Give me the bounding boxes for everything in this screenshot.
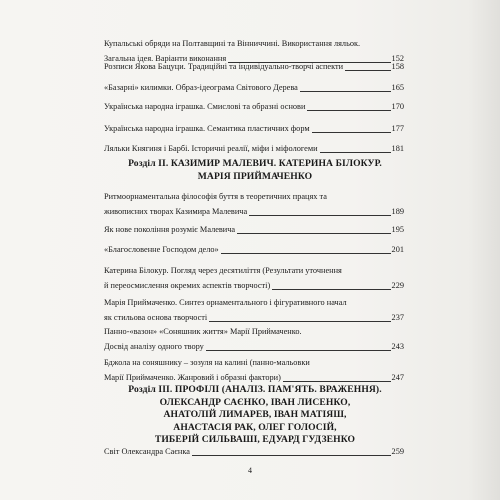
leader-line: [192, 454, 391, 456]
toc-entry: [104, 80, 404, 95]
leader-line: [221, 252, 391, 254]
toc-entry-line: як стильова основа творчості: [104, 313, 208, 322]
toc-entry: [104, 444, 404, 459]
toc-entry-line: Ляльки Княгиня і Барбі. Історичні реалії, міфи і міфологеми: [104, 144, 318, 153]
section-heading: [60, 158, 450, 183]
toc-entry-line: Світ Олександра Саєнка: [104, 447, 190, 456]
toc-entry: [104, 59, 404, 74]
toc-entry: [104, 121, 404, 136]
toc-entry: [104, 141, 404, 156]
toc-page-number: 247: [391, 373, 404, 382]
toc-entry-line: Українська народна іграшка. Семантика пластичних форм: [104, 124, 310, 133]
leader-line: [307, 109, 390, 111]
toc-entry-line: Катерина Білокур. Погляд через десятиліття (Результати уточнення: [104, 266, 342, 275]
toc-page-number: 259: [391, 447, 404, 456]
leader-line: [345, 69, 390, 71]
toc-page-number: 177: [391, 124, 404, 133]
leader-line: [206, 349, 391, 351]
toc-entry-line: Марія Приймаченко. Синтез орнаментального і фігуративного начал: [104, 298, 347, 307]
toc-entry-line: Купальські обряди на Полтавщині та Вінниччині. Використання ляльок.: [104, 39, 361, 48]
page-edge-shadow: [468, 0, 500, 500]
toc-entry: [104, 295, 404, 325]
page-number: 4: [248, 466, 252, 475]
toc-entry: [104, 189, 404, 219]
leader-line: [209, 320, 390, 322]
toc-entry: [104, 263, 404, 293]
toc-entry: [104, 242, 404, 257]
toc-page-number: 229: [391, 281, 404, 290]
toc-page-number: 170: [391, 102, 404, 111]
toc-entry-line: живописних творах Казимира Малевича: [104, 207, 248, 216]
toc-entry: [104, 222, 404, 237]
toc-entry: [104, 324, 404, 354]
toc-entry-line: Українська народна іграшка. Смислові та образні основи: [104, 102, 306, 111]
section-heading: [60, 384, 450, 447]
toc-page-number: 237: [391, 313, 404, 322]
toc-page-number: 189: [391, 207, 404, 216]
toc-page-number: 181: [391, 144, 404, 153]
leader-line: [300, 90, 391, 92]
toc-entry-line: Розписи Якова Бацуци. Традиційні та індивідуально-творчі аспекти: [104, 62, 344, 71]
leader-line: [249, 214, 390, 216]
toc-entry-line: Марії Приймаченко. Жанровий і образні фактори): [104, 373, 281, 382]
toc-entry-line: «Благословенне Господом дело»: [104, 245, 219, 254]
toc-entry-line: Загальна ідея. Варіанти виконання: [104, 54, 227, 63]
section-heading-line: АНАТОЛІЙ ЛИМАРЕВ, ІВАН МАТІЯШ,: [163, 409, 347, 420]
section-heading-line: Розділ III. ПРОФІЛІ (АНАЛІЗ. ПАМ'ЯТЬ. ВРАЖЕННЯ).: [128, 384, 382, 395]
section-heading-line: ТИБЕРІЙ СИЛЬВАШІ, ЕДУАРД ГУДЗЕНКО: [154, 434, 356, 445]
toc-entry-line: Досвід аналізу одного твору: [104, 342, 204, 351]
toc-page-number: 158: [391, 62, 404, 71]
section-heading-line: Розділ II. КАЗИМИР МАЛЕВИЧ. КАТЕРИНА БІЛОКУР.: [128, 158, 382, 169]
leader-line: [283, 380, 391, 382]
toc-entry-line: Бджола на соняшнику – зозуля на калині (панно-мальовки: [104, 358, 310, 367]
leader-line: [320, 151, 391, 153]
toc-entry: [104, 99, 404, 114]
section-heading-line: АНАСТАСІЯ РАК, ОЛЕГ ГОЛОСІЙ,: [173, 421, 337, 433]
toc-entry: [104, 355, 404, 385]
toc-entry-line: «Базарні» килимки. Образ-ідеограма Світового Дерева: [104, 83, 298, 92]
section-heading-line: МАРІЯ ПРИЙМАЧЕНКО: [197, 170, 313, 182]
leader-line: [272, 288, 390, 290]
leader-line: [312, 131, 391, 133]
toc-page-number: 165: [391, 83, 404, 92]
toc-page-number: 152: [391, 54, 404, 63]
toc-page-number: 195: [391, 225, 404, 234]
toc-page-number: 243: [391, 342, 404, 351]
toc-entry-line: Як нове покоління розуміє Малевича: [104, 225, 236, 234]
leader-line: [237, 232, 390, 234]
toc-entry-line: Панно-«вазон» «Соняшник життя» Марії Приймаченко.: [104, 327, 302, 336]
toc-page-number: 201: [391, 245, 404, 254]
toc-entry-line: й переосмислення окремих аспектів творчості): [104, 281, 271, 290]
section-heading-line: ОЛЕКСАНДР САЄНКО, ІВАН ЛИСЕНКО,: [159, 396, 351, 408]
toc-entry-line: Ритмоорнаментальна філософія буття в теоретичних працях та: [104, 192, 327, 201]
